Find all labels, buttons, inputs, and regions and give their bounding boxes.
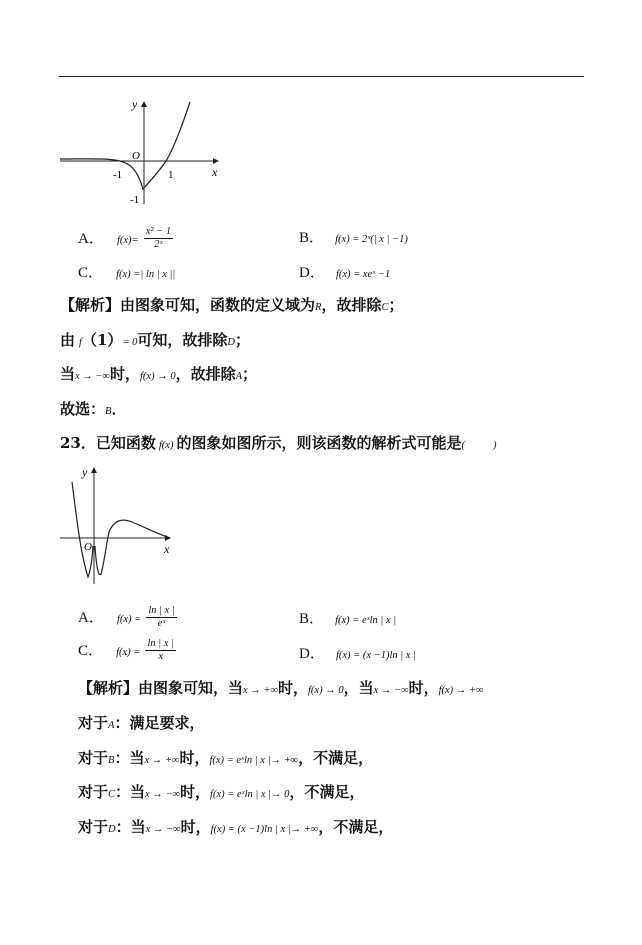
option-lhs: f(x) = <box>116 647 141 658</box>
math: x → +∞ <box>243 685 278 696</box>
text: 故选： <box>60 400 106 418</box>
option-letter: A． <box>78 231 104 247</box>
option-lhs: f(x) = <box>116 614 142 625</box>
q22-tick-y-neg1: -1 <box>130 194 140 206</box>
q23-stem <box>60 432 496 453</box>
fraction-denominator: eˣ <box>157 618 166 629</box>
math: A <box>235 371 243 382</box>
text: ，故排除 <box>321 296 382 314</box>
text: ，不满足， <box>289 783 365 801</box>
fraction-denominator: x <box>158 651 164 662</box>
q23-x-label: x <box>164 542 170 556</box>
q22-analysis-line-3 <box>60 363 257 384</box>
fraction-numerator: ln | x | <box>148 605 175 616</box>
math: x → −∞ <box>145 789 181 800</box>
math: f(x) = (x −1)ln | x |→ +∞ <box>210 824 319 835</box>
text: ； <box>242 365 258 383</box>
math: x → −∞ <box>373 685 409 696</box>
option-expression: f(x) =| ln | x || <box>116 269 176 280</box>
q23-analysis-line-1 <box>78 677 484 698</box>
math: = 0 <box>122 337 138 348</box>
text: 由 <box>60 331 76 349</box>
option-lhs: f(x)= <box>116 235 139 246</box>
q22-graph <box>58 96 228 211</box>
text: ：当 <box>114 749 145 767</box>
q23-option-d[interactable] <box>299 642 416 663</box>
math: f(x) → 0 <box>140 371 176 382</box>
text: ； <box>388 296 404 314</box>
text: 时， <box>110 365 141 383</box>
math: x → −∞ <box>75 371 110 382</box>
q23-graph <box>58 462 183 587</box>
text: 【解析】由图象可知，函数的定义域为 <box>60 296 316 314</box>
q23-analysis-line-3 <box>78 747 373 768</box>
q22-tick-neg1: -1 <box>113 169 123 181</box>
q23-option-a[interactable] <box>78 605 177 630</box>
option-fraction <box>144 226 173 251</box>
option-letter: B． <box>299 230 325 246</box>
math: R <box>315 302 322 313</box>
math: C <box>381 302 389 313</box>
math: f(x) <box>158 440 174 451</box>
option-expression: f(x) = (x −1)ln | x | <box>335 650 416 661</box>
math: f(x) = eˣln | x |→ 0 <box>210 789 290 800</box>
text: ，不满足， <box>298 749 374 767</box>
text: 当 <box>60 365 76 383</box>
option-fraction <box>146 605 176 630</box>
q23-curve-right <box>95 520 170 574</box>
math: f(x) = eˣln | x |→ +∞ <box>209 755 299 766</box>
text: ，故排除 <box>175 365 236 383</box>
math: f(x) → 0 <box>308 685 344 696</box>
option-letter: B． <box>299 611 325 627</box>
fraction-numerator: x² − 1 <box>145 226 172 237</box>
text: 时， <box>278 679 309 697</box>
text: 对于 <box>78 749 109 767</box>
text: （1） <box>81 331 123 349</box>
q22-x-label: x <box>212 165 218 179</box>
text: 23．已知函数 <box>60 434 156 452</box>
q22-analysis-line-4 <box>60 398 126 419</box>
text: ：满足要求， <box>114 714 205 732</box>
fraction-numerator: ln | x | <box>147 638 174 649</box>
q22-origin-label: O <box>132 150 140 162</box>
math: B <box>105 406 112 417</box>
text: 时， <box>180 783 211 801</box>
math: f <box>79 337 82 348</box>
text: ． <box>111 400 127 418</box>
header-rule <box>59 76 584 77</box>
math: f(x) → +∞ <box>438 685 484 696</box>
text: 【解析】由图象可知，当 <box>78 679 244 697</box>
q22-option-c[interactable] <box>78 261 175 282</box>
answer-paren-right: ) <box>492 440 497 451</box>
math: C <box>108 789 116 800</box>
text: ：当 <box>115 783 146 801</box>
text: ，当 <box>343 679 374 697</box>
q22-tick-pos1: 1 <box>168 169 174 181</box>
option-expression: f(x) = 2ˣ(| x | −1) <box>335 234 408 245</box>
option-letter: D． <box>299 646 325 662</box>
text: ； <box>234 331 250 349</box>
option-fraction <box>145 638 175 663</box>
option-letter: A． <box>78 610 104 626</box>
math: x → −∞ <box>145 824 181 835</box>
q22-option-a[interactable] <box>78 226 173 251</box>
text: 时， <box>408 679 439 697</box>
text: 时， <box>179 749 210 767</box>
q22-option-d[interactable] <box>299 261 390 282</box>
text: 可知，故排除 <box>137 331 228 349</box>
q23-curve-left <box>72 482 93 577</box>
text: ，不满足， <box>318 818 394 836</box>
q23-origin-label: O <box>84 541 92 553</box>
q23-analysis-line-4 <box>78 781 364 802</box>
math: A <box>108 720 115 731</box>
q23-option-b[interactable] <box>299 607 396 628</box>
math: x → +∞ <box>144 755 180 766</box>
math: B <box>108 755 115 766</box>
q22-analysis-line-2 <box>60 329 250 350</box>
q22-analysis-line-1 <box>60 294 403 315</box>
option-letter: C． <box>78 643 104 659</box>
text: 对于 <box>78 818 109 836</box>
q23-y-label: y <box>82 465 88 479</box>
q23-analysis-line-2 <box>78 712 204 733</box>
text: 对于 <box>78 783 109 801</box>
option-letter: C． <box>78 265 104 281</box>
fraction-denominator: 2ˣ <box>154 239 163 250</box>
q22-y-label: y <box>132 97 138 111</box>
math: D <box>108 824 116 835</box>
q23-analysis-line-5 <box>78 816 393 837</box>
math: D <box>227 337 235 348</box>
option-expression: f(x) = xeˣ −1 <box>335 269 391 280</box>
q23-option-c[interactable] <box>78 638 176 663</box>
q22-option-b[interactable] <box>299 226 408 247</box>
option-expression: f(x) = eˣln | x | <box>335 615 397 626</box>
option-letter: D． <box>299 265 325 281</box>
text: ：当 <box>115 818 146 836</box>
text: 的图象如图所示，则该函数的解析式可能是 <box>176 434 462 452</box>
answer-paren-left: ( <box>461 440 465 451</box>
text: 时， <box>180 818 211 836</box>
text: 对于 <box>78 714 109 732</box>
